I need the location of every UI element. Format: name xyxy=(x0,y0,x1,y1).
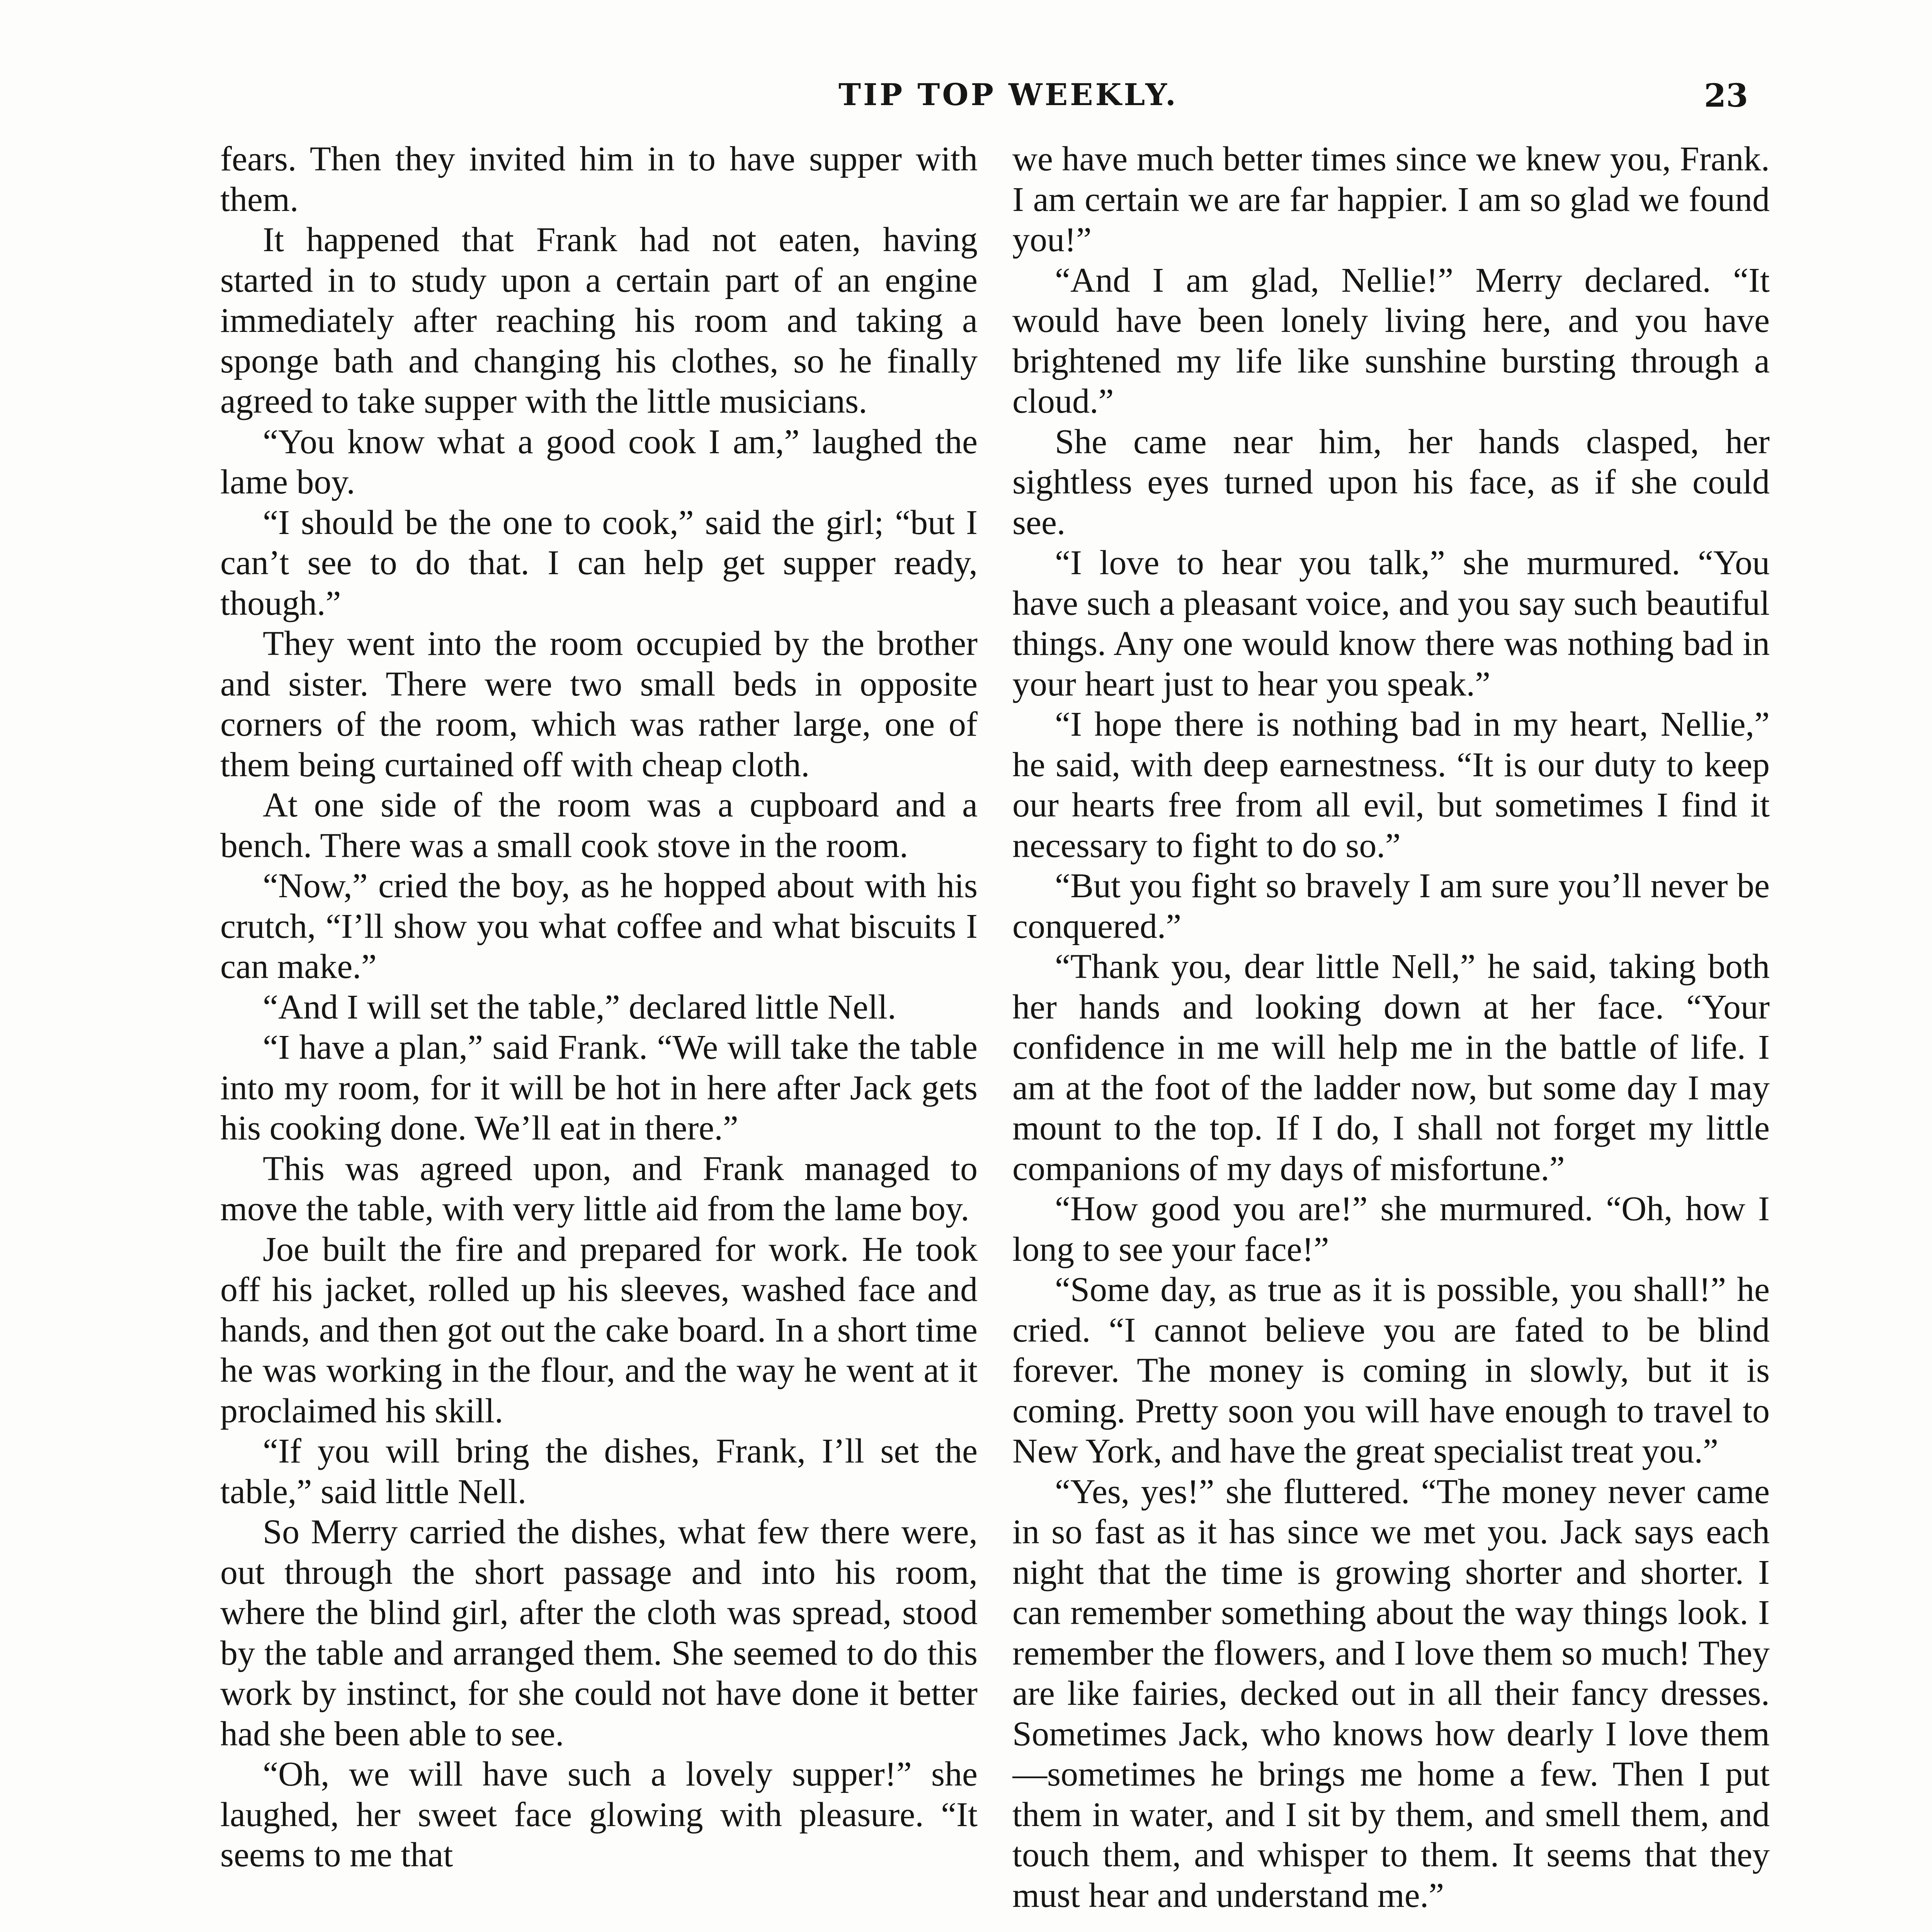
paragraph: “But you fight so bravely I am sure you’ll never be conquered.” xyxy=(1012,867,1770,946)
right-text-column xyxy=(1012,139,1770,1932)
paragraph: “You know what a good cook I am,” laughed the lame boy. xyxy=(220,422,978,501)
publication-title: TIP TOP WEEKLY. xyxy=(838,77,1179,112)
paragraph: “And I am glad, Nellie!” Merry declared. “It would have been lonely living here, and you have brightened my life like sunshine bursting through a cloud.” xyxy=(1012,261,1770,420)
paragraph: It happened that Frank had not eaten, having started in to study upon a certain part of an engine immediately after reaching his room and taking a sponge bath and changing his clothes, so he finally agreed to take supper with the little musicians. xyxy=(220,221,978,420)
paragraph: “Oh, we will have such a lovely supper!” she laughed, her sweet face glowing with pleasure. “It seems to me that xyxy=(220,1755,978,1874)
running-header xyxy=(0,77,1932,120)
paragraph: “Yes, yes!” she fluttered. “The money never came in so fast as it has since we met you. Jack says each night that the time is growing shorter and shorter. I can remember something about the way things look. I remember the flowers, and I love them so much! They are like fairies, decked out in all their fancy dresses. Sometimes Jack, who knows how dearly I love them—sometimes he brings me home a few. Then I put them in water, and I sit by them, and smell them, and touch them, and whisper to them. It seems that they must hear and understand me.” xyxy=(1012,1472,1770,1915)
paragraph: “If you will bring the dishes, Frank, I’ll set the table,” said little Nell. xyxy=(220,1432,978,1511)
paragraph: “How good you are!” she murmured. “Oh, how I long to see your face!” xyxy=(1012,1190,1770,1269)
paragraph: This was agreed upon, and Frank managed to move the table, with very little aid from the lame boy. xyxy=(220,1149,978,1228)
paragraph: “I love to hear you talk,” she murmured. “You have such a pleasant voice, and you say such beautiful things. Any one would know there was nothing bad in your heart just to hear you speak.” xyxy=(1012,544,1770,703)
paragraph: She came near him, her hands clasped, her sightless eyes turned upon his face, as if she could see. xyxy=(1012,422,1770,542)
paragraph: “Thank you, dear little Nell,” he said, taking both her hands and looking down at her face. “Your confidence in me will help me in the battle of life. I am at the foot of the ladder now, but some day I may mount to the top. If I do, I shall not forget my little companions of my days of misfortune.” xyxy=(1012,947,1770,1188)
paragraph: “Some day, as true as it is possible, you shall!” he cried. “I cannot believe you are fated to be blind forever. The money is coming in slowly, but it is coming. Pretty soon you will have enough to travel to New York, and have the great specialist treat you.” xyxy=(1012,1270,1770,1470)
paragraph: Joe built the fire and prepared for work. He took off his jacket, rolled up his sleeves, washed face and hands, and then got out the cake board. In a short time he was working in the flour, and the way he went at it proclaimed his skill. xyxy=(220,1230,978,1430)
paragraph: we have much better times since we knew you, Frank. I am certain we are far happier. I am so glad we found you!” xyxy=(1012,140,1770,259)
paragraph: “I should be the one to cook,” said the girl; “but I can’t see to do that. I can help get supper ready, though.” xyxy=(220,503,978,622)
paragraph: So Merry carried the dishes, what few there were, out through the short passage and into his room, where the blind girl, after the cloth was spread, stood by the table and arranged them. She seemed to do this work by instinct, for she could not have done it better had she been able to see. xyxy=(220,1513,978,1753)
page-number: 23 xyxy=(1704,77,1748,114)
paragraph: “I hope there is nothing bad in my heart, Nellie,” he said, with deep earnestness. “It is our duty to keep our hearts free from all evil, but sometimes I find it necessary to fight to do so.” xyxy=(1012,705,1770,865)
left-text-column xyxy=(220,139,978,1932)
paragraph: “I have a plan,” said Frank. “We will take the table into my room, for it will be hot in here after Jack gets his cooking done. We’ll eat in there.” xyxy=(220,1028,978,1147)
paragraph: They went into the room occupied by the brother and sister. There were two small beds in opposite corners of the room, which was rather large, one of them being curtained off with cheap cloth. xyxy=(220,624,978,784)
paragraph: fears. Then they invited him in to have supper with them. xyxy=(220,140,978,219)
paragraph: “Now,” cried the boy, as he hopped about with his crutch, “I’ll show you what coffee and what biscuits I can make.” xyxy=(220,867,978,986)
paragraph: At one side of the room was a cupboard and a bench. There was a small cook stove in the room. xyxy=(220,786,978,865)
paragraph: “And I will set the table,” declared little Nell. xyxy=(263,988,896,1026)
